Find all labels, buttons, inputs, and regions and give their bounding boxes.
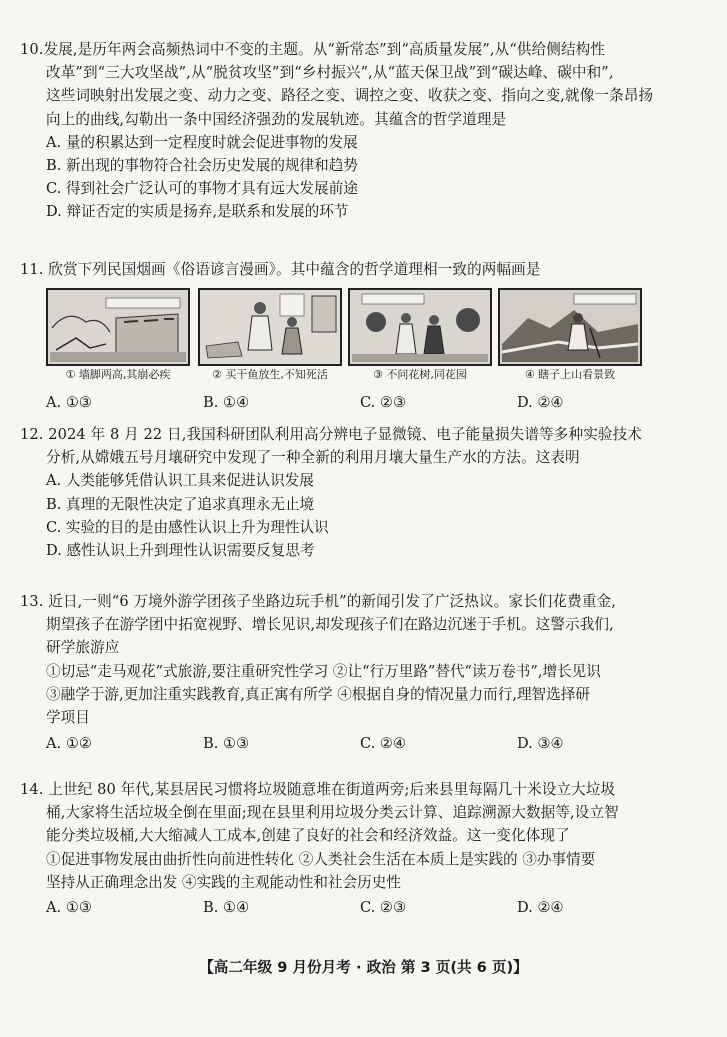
question-11 bbox=[20, 258, 710, 281]
cartoon-3-caption: ③ 不问花树,同花园 bbox=[373, 368, 467, 381]
q11-option-a: A. ①③ bbox=[46, 394, 92, 411]
q14-item-line: 坚持从正确理念出发 ④实践的主观能动性和社会历史性 bbox=[46, 873, 401, 891]
q14-stem-line: 桶,大家将生活垃圾全倒在里面;现在县里利用垃圾分类云计算、追踪溯源大数据等,设立智 bbox=[46, 804, 619, 822]
q13-stem-line: 13. 近日,一则“6 万境外游学团孩子坐路边玩手机”的新闻引发了广泛热议。家长们花费重金, bbox=[20, 593, 616, 610]
cartoon-4 bbox=[498, 288, 642, 384]
q10-option-a: A. 量的积累达到一定程度时就会促进事物的发展 bbox=[46, 133, 358, 151]
q10-stem-line: 10.发展,是历年两会高频热词中不变的主题。从“新常态”到“高质量发展”,从“供给侧结构性 bbox=[20, 41, 606, 58]
q14-stem-line: 14. 上世纪 80 年代,某县居民习惯将垃圾随意堆在街道两旁;后来县里每隔几十米设立大垃圾 bbox=[20, 781, 616, 798]
q11-option-c: C. ②③ bbox=[360, 394, 407, 411]
q13-option-c: C. ②④ bbox=[360, 735, 407, 753]
question-12 bbox=[20, 423, 710, 562]
q13-option-b: B. ①③ bbox=[203, 735, 250, 753]
q13-option-a: A. ①② bbox=[46, 735, 92, 753]
q10-stem-line: 向上的曲线,勾勒出一条中国经济强劲的发展轨迹。其蕴含的哲学道理是 bbox=[46, 110, 507, 128]
cartoon-release-dried-fish-image bbox=[198, 288, 342, 366]
q14-option-a: A. ①③ bbox=[46, 899, 92, 917]
question-14 bbox=[20, 778, 710, 920]
cartoon-wall-collapse-image bbox=[46, 288, 190, 366]
q10-option-b: B. 新出现的事物符合社会历史发展的规律和趋势 bbox=[46, 157, 358, 175]
q14-option-b: B. ①④ bbox=[203, 899, 250, 917]
cartoon-1 bbox=[46, 288, 190, 384]
cartoon-4-caption: ④ 瞎子上山看景致 bbox=[524, 368, 616, 381]
q14-stem-line: 能分类垃圾桶,大大缩减人工成本,创建了良好的社会和经济效益。这一变化体现了 bbox=[46, 827, 570, 845]
q13-item-line: 学项目 bbox=[46, 709, 90, 727]
question-13 bbox=[20, 590, 710, 756]
q10-option-c: C. 得到社会广泛认可的事物才具有远大发展前途 bbox=[46, 180, 358, 198]
question-10 bbox=[20, 38, 710, 224]
q14-item-line: ①促进事物发展由曲折性向前进性转化 ②人类社会生活在本质上是实践的 ③办事情要 bbox=[46, 850, 596, 868]
q11-options bbox=[20, 391, 710, 415]
cartoon-garden-image bbox=[348, 288, 492, 366]
cartoon-blind-man-mountain-image bbox=[498, 288, 642, 366]
cartoon-strip bbox=[46, 288, 686, 388]
q12-option-a: A. 人类能够凭借认识工具来促进认识发展 bbox=[46, 472, 314, 490]
q12-stem-line: 12. 2024 年 8 月 22 日,我国科研团队利用高分辨电子显微镜、电子能量损失谱等多种实验技术 bbox=[20, 426, 642, 443]
q12-option-d: D. 感性认识上升到理性认识需要反复思考 bbox=[46, 542, 315, 560]
q12-stem-line: 分析,从嫦娥五号月壤研究中发现了一种全新的利用月壤大量生产水的方法。这表明 bbox=[46, 449, 580, 467]
q13-option-d: D. ③④ bbox=[517, 735, 564, 753]
q10-stem-line: 改革”到“三大攻坚战”,从“脱贫攻坚”到“乡村振兴”,从“蓝天保卫战”到“碳达峰、碳中和”, bbox=[46, 64, 614, 82]
q10-stem-line: 这些词映射出发展之变、动力之变、路径之变、调控之变、收获之变、指向之变,就像一条昂扬 bbox=[46, 87, 654, 105]
q12-option-b: B. 真理的无限性决定了追求真理永无止境 bbox=[46, 495, 315, 513]
cartoon-2 bbox=[198, 288, 342, 384]
q13-stem-line: 期望孩子在游学团中拓宽视野、增长见识,却发现孩子们在路边沉迷于手机。这警示我们, bbox=[46, 616, 614, 634]
cartoon-3 bbox=[348, 288, 492, 384]
q11-option-d: D. ②④ bbox=[517, 394, 564, 411]
q11-stem: 11. 欣赏下列民国烟画《俗语谚言漫画》。其中蕴含的哲学道理相一致的两幅画是 bbox=[20, 261, 541, 278]
q11-option-b: B. ①④ bbox=[203, 394, 250, 411]
q13-item-line: ①切忌“走马观花”式旅游,要注重研究性学习 ②让“行万里路”替代“读万卷书”,增长见识 bbox=[46, 662, 601, 680]
q14-option-c: C. ②③ bbox=[360, 899, 407, 917]
q10-option-d: D. 辩证否定的实质是扬弃,是联系和发展的环节 bbox=[46, 203, 349, 221]
q13-stem-line: 研学旅游应 bbox=[46, 639, 120, 657]
q12-option-c: C. 实验的目的是由感性认识上升为理性认识 bbox=[46, 518, 329, 536]
q13-item-line: ③融学于游,更加注重实践教育,真正寓有所学 ④根据自身的情况量力而行,理智选择研 bbox=[46, 685, 590, 703]
cartoon-2-caption: ② 买干鱼放生,不知死活 bbox=[212, 368, 328, 381]
cartoon-1-caption: ① 墙脚两高,其崩必疾 bbox=[65, 368, 171, 381]
page-footer: 【高二年级 9 月份月考 · 政治 第 3 页(共 6 页)】 bbox=[199, 959, 528, 976]
q14-option-d: D. ②④ bbox=[517, 899, 564, 917]
